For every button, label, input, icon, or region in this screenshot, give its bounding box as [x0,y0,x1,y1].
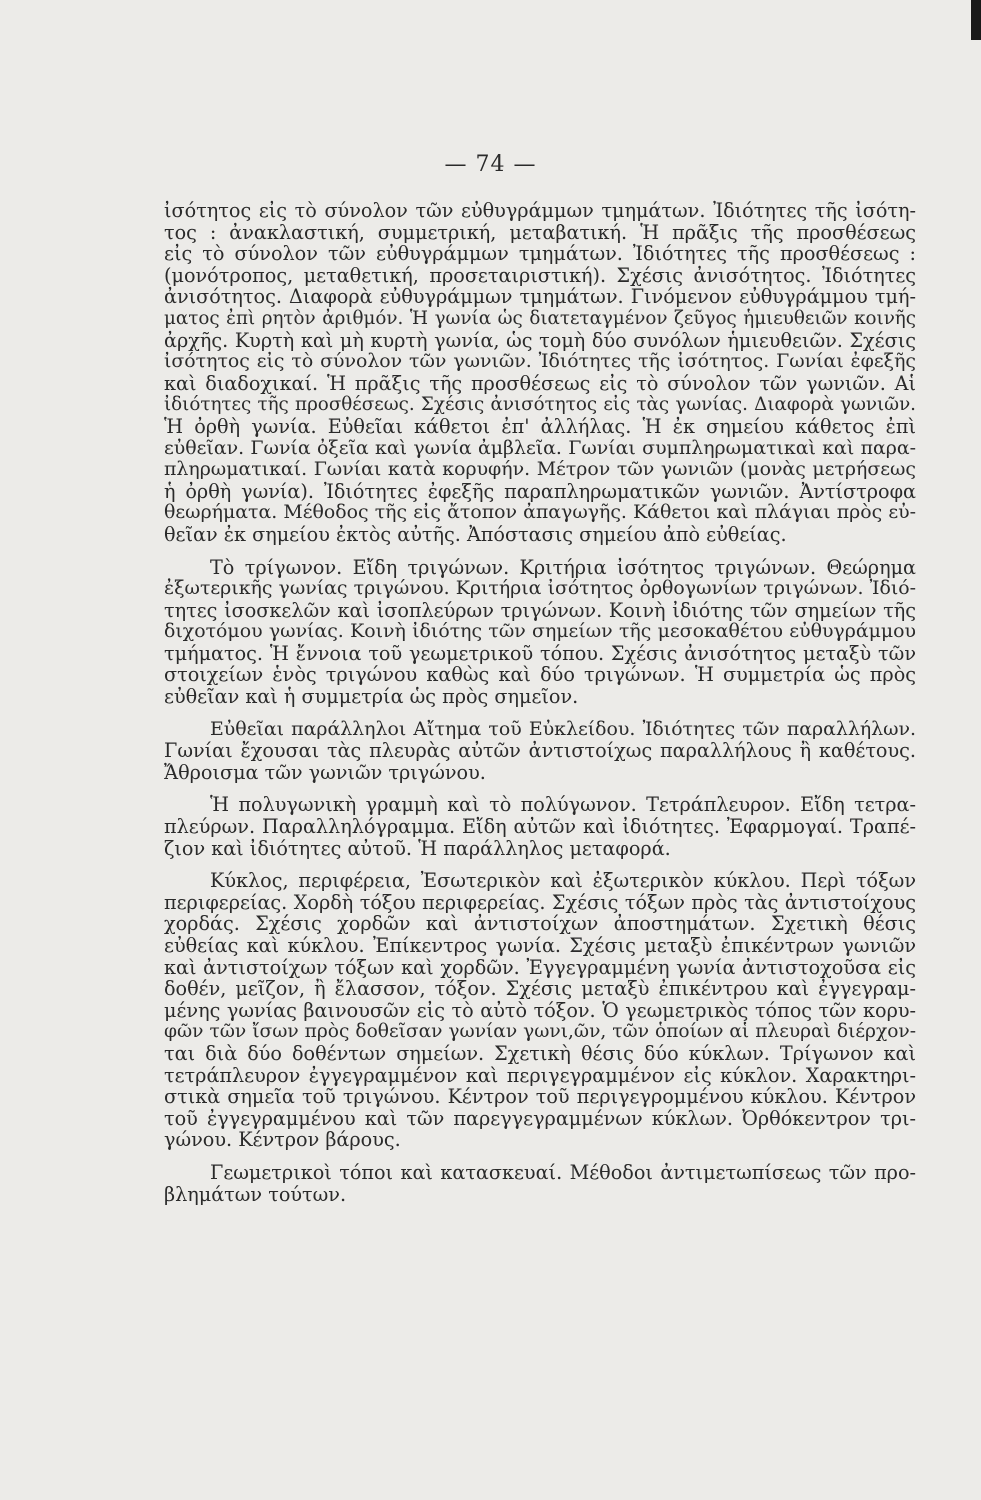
text-line: εὐθεῖαν. Γωνία ὀξεῖα καὶ γωνία ἀμβλεῖα. Γωνίαι συμπληρωματικαὶ καὶ παρα- [164,436,916,459]
text-line: Ἡ ὀρθὴ γωνία. Εὐθεῖαι κάθετοι ἐπ' ἀλλήλας. Ἡ ἐκ σημείου κάθετος ἐπὶ [164,414,916,438]
paragraph-gap [164,546,916,557]
text-line: Τὸ τρίγωνον. Εἴδη τριγώνων. Κριτήρια ἰσότητος τριγώνων. Θεώρημα [210,555,916,579]
text-line: εὐθεῖαν καὶ ἡ συμμετρία ὡς πρὸς σημεῖον. [164,685,579,709]
text-line: Γωνίαι ἔχουσαι τὰς πλευρὰς αὐτῶν ἀντιστοίχως παραλλήλους ἢ καθέτους. [164,739,916,763]
text-line: φῶν τῶν ἴσων πρὸς δοθεῖσαν γωνίαν γωνι,ῶν, τῶν ὁποίων αἱ πλευραὶ διέρχον- [164,1021,916,1043]
text-line: στικὰ σημεῖα τοῦ τριγώνου. Κέντρον τοῦ περιγεγρομμένου κύκλου. Κέντρον [164,1085,916,1109]
text-line: πληρωματικαί. Γωνίαι κατὰ κορυφήν. Μέτρον τῶν γωνιῶν (μονὰς μετρήσεως [164,458,916,481]
text-line: εὐθείας καὶ κύκλου. Ἐπίκεντρος γωνία. Σχέσις μεταξὺ ἐπικέντρων γωνιῶν [164,934,916,957]
text-line: διχοτόμου γωνίας. Κοινὴ ἰδιότης τῶν σημείων τῆς μεσοκαθέτου εὐθυγράμμου [164,620,916,643]
text-line: θεῖαν ἐκ σημείου ἐκτὸς αὐτῆς. Ἀπόστασις σημείου ἀπὸ εὐθείας. [164,522,787,546]
paragraph [164,719,916,784]
text-line: τοῦ ἐγγεγραμμένου καὶ τῶν παρεγγεγραμμένων κύκλων. Ὀρθόκεντρον τρι- [164,1106,916,1130]
text-line: εἰς τὸ σύνολον τῶν εὐθυγράμμων τμημάτων. Ἰδιότητες τῆς προσθέσεως : [164,242,916,266]
text-line: ἀρχῆς. Κυρτὴ καὶ μὴ κυρτὴ γωνία, ὡς τομὴ δύο συνόλων ἡμιευθειῶν. Σχέσις [164,328,916,352]
text-line: περιφερείας. Χορδὴ τόξου περιφερείας. Σχέσις τόξων πρὸς τὰς ἀντιστοίχους [164,890,916,914]
text-line: τος : ἀνακλαστική, συμμετρική, μεταβατική. Ἡ πρᾶξις τῆς προσθέσεως [164,220,916,244]
paragraph [164,1162,916,1205]
text-line: ται διὰ δύο δοθέντων σημείων. Σχετικὴ θέσις δύο κύκλων. Τρίγωνον καὶ [164,1041,916,1065]
text-line: ἰσότητος εἰς τὸ σύνολον τῶν εὐθυγράμμων τμημάτων. Ἰδιότητες τῆς ἰσότη- [164,199,916,222]
text-line: στοιχείων ἑνὸς τριγώνου καθὼς καὶ δύο τριγώνων. Ἡ συμμετρία ὡς πρὸς [164,663,916,687]
text-line: (μονότροπος, μεταθετική, προσεταιριστική). Σχέσις ἀνισότητος. Ἰδιότητες [164,263,916,287]
paragraph [164,200,916,546]
text-line: Ἡ πολυγωνικὴ γραμμὴ καὶ τὸ πολύγωνον. Τετράπλευρον. Εἴδη τετρα- [210,793,916,817]
text-line: ματος ἐπὶ ρητὸν ἀριθμόν. Ἡ γωνία ὡς διατεταγμένον ζεῦγος ἡμιευθειῶν κοινῆς [164,307,916,329]
paragraph [164,870,916,1151]
text-line: πλεύρων. Παραλληλόγραμμα. Εἴδη αὐτῶν καὶ ἰδιότητες. Ἐφαρμογαί. Τραπέ- [164,815,916,839]
text-line: ἡ ὀρθὴ γωνία). Ἰδιότητες ἐφεξῆς παραπληρωματικῶν γωνιῶν. Ἀντίστροφα [164,479,916,503]
paragraph [164,794,916,859]
text-line: χορδάς. Σχέσις χορδῶν καὶ ἀντιστοίχων ἀποστημάτων. Σχετικὴ θέσις [164,912,916,936]
text-line: μένης γωνίας βαινουσῶν εἰς τὸ αὐτὸ τόξον. Ὁ γεωμετρικὸς τόπος τῶν κορυ- [164,998,916,1022]
paragraph-gap [164,708,916,719]
text-line: ἀνισότητος. Διαφορὰ εὐθυγράμμων τμημάτων. Γινόμενον εὐθυγράμμου τμή- [164,285,916,309]
text-line: Ἄθροισμα τῶν γωνιῶν τριγώνου. [164,760,486,784]
text-line: τητες ἰσοσκελῶν καὶ ἰσοπλεύρων τριγώνων. Κοινὴ ἰδιότης τῶν σημείων τῆς [164,598,916,622]
text-line: τμήματος. Ἡ ἔννοια τοῦ γεωμετρικοῦ τόπου. Σχέσις ἀνισότητος μεταξὺ τῶν [164,641,916,665]
text-line: Κύκλος, περιφέρεια, Ἐσωτερικὸν καὶ ἐξωτερικὸν κύκλου. Περὶ τόξων [210,869,916,893]
text-line: Εὐθεῖαι παράλληλοι Αἴτημα τοῦ Εὐκλείδου. Ἰδιότητες τῶν παραλλήλων. [210,717,916,740]
body-text [164,200,916,1205]
paragraph [164,557,916,708]
text-line: βλημάτων τούτων. [164,1182,347,1206]
text-line: ἐξωτερικῆς γωνίας τριγώνου. Κριτήρια ἰσότητος ὀρθογωνίων τριγώνων. Ἰδιό- [164,577,916,600]
text-line: καὶ διαδοχικαί. Ἡ πρᾶξις τῆς προσθέσεως εἰς τὸ σύνολον τῶν γωνιῶν. Αἱ [164,371,916,395]
page-number: — 74 — [444,152,537,177]
text-line: θεωρήματα. Μέθοδος τῆς εἰς ἄτοπον ἀπαγωγῆς. Κάθετοι καὶ πλάγιαι πρὸς εὐ- [164,501,916,524]
text-line: ἰσότητος εἰς τὸ σύνολον τῶν γωνιῶν. Ἰδιότητες τῆς ἰσότητος. Γωνίαι ἐφεξῆς [164,350,916,373]
page-edge-mark [971,0,981,40]
text-line: καὶ ἀντιστοίχων τόξων καὶ χορδῶν. Ἐγγεγραμμένη γωνία ἀντιστοχοῦσα εἰς [164,955,916,979]
text-line: ζιον καὶ ἰδιότητες αὐτοῦ. Ἡ παράλληλος μεταφορά. [164,836,671,860]
text-line: δοθέν, μεῖζον, ἢ ἔλασσον, τόξον. Σχέσις μεταξὺ ἐπικέντρου καὶ ἐγγεγραμ- [164,977,916,1001]
text-line: τετράπλευρον ἐγγεγραμμένον καὶ περιγεγραμμένον εἰς κύκλον. Χαρακτηρι- [164,1063,916,1087]
text-line: γώνου. Κέντρον βάρους. [164,1128,401,1152]
text-line: Γεωμετρικοὶ τόποι καὶ κατασκευαί. Μέθοδοι ἀντιμετωπίσεως τῶν προ- [210,1160,916,1184]
text-line: ἰδιότητες τῆς προσθέσεως. Σχέσις ἀνισότητος εἰς τὰς γωνίας. Διαφορὰ γωνιῶν. [164,394,916,416]
